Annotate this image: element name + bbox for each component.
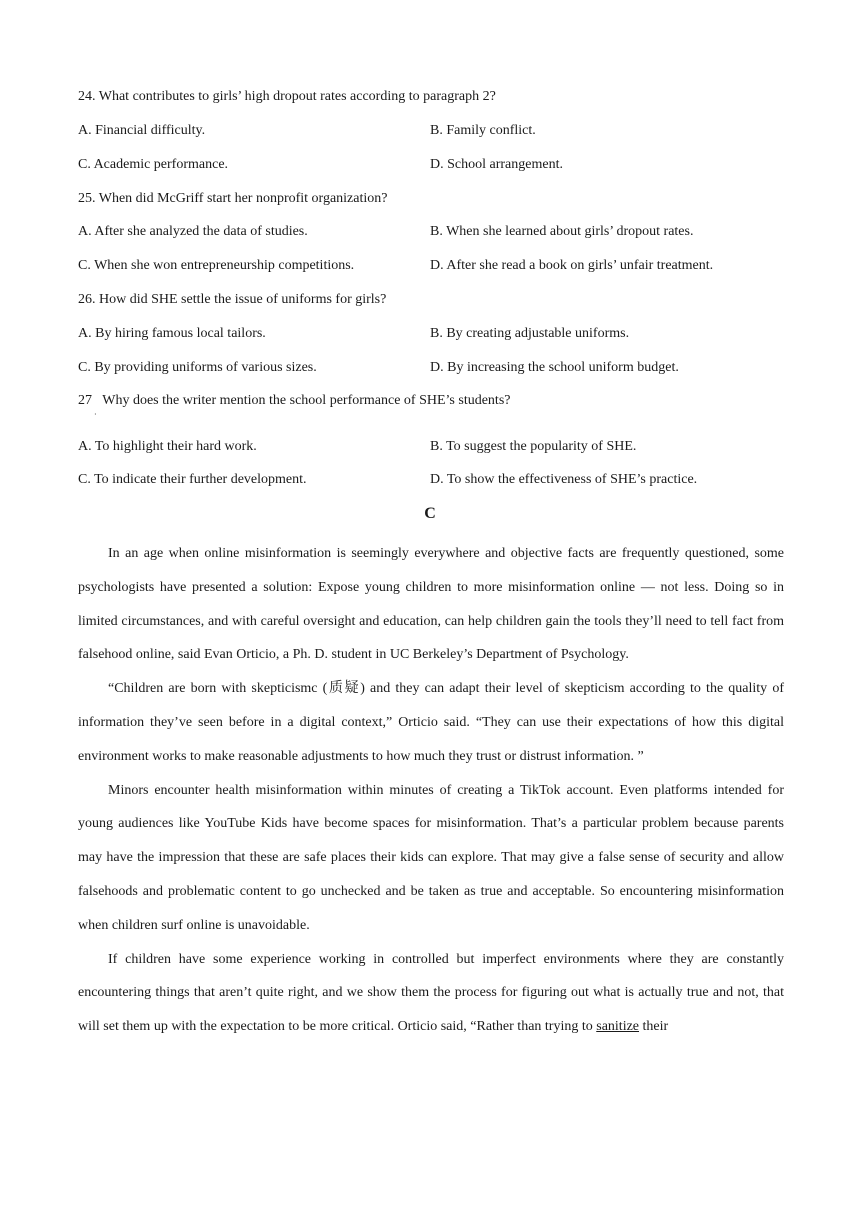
question-25-option-a: A. After she analyzed the data of studies. [78,224,308,239]
paragraph-4-tail: their [639,1019,669,1035]
question-27-mark: · [94,410,97,419]
question-26-option-a: A. By hiring famous local tailors. [78,326,266,341]
passage-paragraph-1: In an age when online misinformation is seemingly everywhere and objective facts are frequently questioned, some psychologists have presented a solution: Expose young children to more misinformation online — not less. Doing so in limited circumstances, and with careful oversight and education, can help children gain the tools they’ll need to tell fact from falsehood online, said Evan Orticio, a Ph. D. student in UC Berkeley’s Department of Psychology. [78,546,784,663]
question-24-option-a: A. Financial difficulty. [78,123,206,138]
question-26-option-b: B. By creating adjustable uniforms. [430,326,630,341]
question-24-stem: 24. What contributes to girls’ high dropout rates according to paragraph 2? [78,89,496,104]
question-27-option-c: C. To indicate their further development. [78,472,307,487]
question-26-option-c: C. By providing uniforms of various sizes. [78,360,317,375]
question-27-option-a: A. To highlight their hard work. [78,439,257,454]
paragraph-4-text: If children have some experience working in controlled but imperfect environments where they are constantly encountering things that aren’t quite right, and we show them the process for figuring out what is actually true and not, that will set them up with the expectation to be more critical. Orticio said, “Rather than trying to [78,951,784,1035]
question-26-option-d: D. By increasing the school uniform budget. [430,360,679,375]
question-27-stem: 27 Why does the writer mention the school performance of SHE’s students? [78,393,511,408]
question-25-option-c: C. When she won entrepreneurship competitions. [78,258,355,273]
question-26-stem: 26. How did SHE settle the issue of uniforms for girls? [78,292,387,307]
question-24-option-c: C. Academic performance. [78,157,229,172]
passage-paragraph-4 [78,943,784,1044]
question-25-option-d: D. After she read a book on girls’ unfair treatment. [430,258,714,273]
question-27-option-d: D. To show the effectiveness of SHE’s practice. [430,472,698,487]
passage-paragraph-3: Minors encounter health misinformation within minutes of creating a TikTok account. Even platforms intended for young audiences like YouTube Kids have become spaces for misinformation. That’s a particular problem because parents may have the impression that these are safe places their kids can explore. That may give a false sense of security and allow falsehoods and problematic content to go unchecked and be taken as true and acceptable. So encountering misinformation when children surf online is unavoidable. [78,782,784,933]
section-title: C [424,505,436,522]
question-24-option-d: D. School arrangement. [430,157,563,172]
question-27-option-b: B. To suggest the popularity of SHE. [430,439,637,454]
question-25-option-b: B. When she learned about girls’ dropout rates. [430,224,694,239]
reading-passage [78,537,784,1044]
question-24-option-b: B. Family conflict. [430,123,536,138]
underlined-word: sanitize [596,1019,640,1035]
question-25-stem: 25. When did McGriff start her nonprofit organization? [78,191,388,206]
passage-paragraph-2: “Children are born with skepticismc (质疑) and they can adapt their level of skepticism according to the quality of information they’ve seen before in a digital context,” Orticio said. “They can use their expectations of how this digital environment works to make reasonable adjustments to how much they trust or distrust information. ” [78,681,784,764]
